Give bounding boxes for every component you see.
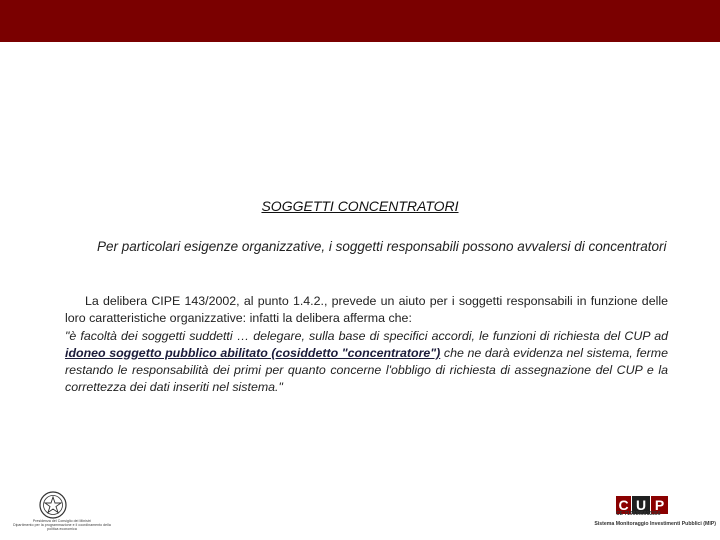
ministry-line-2: Dipartimento per la programmazione e il coordinamento della politica economica bbox=[13, 523, 111, 531]
intro-paragraph: La delibera CIPE 143/2002, al punto 1.4.2., prevede un aiuto per i soggetti responsabili in funzione delle loro caratteristiche organizzative: infatti la delibera afferma che: bbox=[65, 294, 668, 326]
body-text bbox=[65, 293, 668, 397]
logo-letter-p: P bbox=[651, 496, 668, 514]
logo-caption: Sistema Monitoraggio Investimenti Pubblici (MIP) bbox=[594, 521, 716, 527]
ministry-line-1: Presidenza del Consiglio dei Ministri bbox=[32, 519, 92, 523]
slide-title: SOGGETTI CONCENTRATORI bbox=[261, 198, 459, 214]
government-seal-icon bbox=[38, 490, 68, 520]
top-bar bbox=[0, 0, 720, 42]
lead-statement: Per particolari esigenze organizzative, i soggetti responsabili possono avvalersi di concentratori bbox=[97, 239, 667, 254]
logo-code: CE 7190395013356 bbox=[616, 511, 661, 517]
quote-end: che ne darà evidenza nel sistema, ferme restando le responsabilità dei primi per quanto concerne l'obbligo di richiesta di assegnazione del CUP e la correttezza dei dati inseriti nel sistema." bbox=[65, 345, 668, 395]
quote-paragraph bbox=[65, 328, 668, 397]
quote-start: "è facoltà dei soggetti suddetti … delegare, sulla base di specifici accordi, le funzioni di richiesta del CUP ad bbox=[65, 328, 668, 343]
quote-highlight: idoneo soggetto pubblico abilitato (cosiddetto "concentratore") bbox=[65, 345, 441, 360]
ministry-text bbox=[12, 519, 112, 531]
logo-letter-u: U bbox=[632, 496, 650, 514]
logo-letter-c: C bbox=[616, 496, 631, 514]
